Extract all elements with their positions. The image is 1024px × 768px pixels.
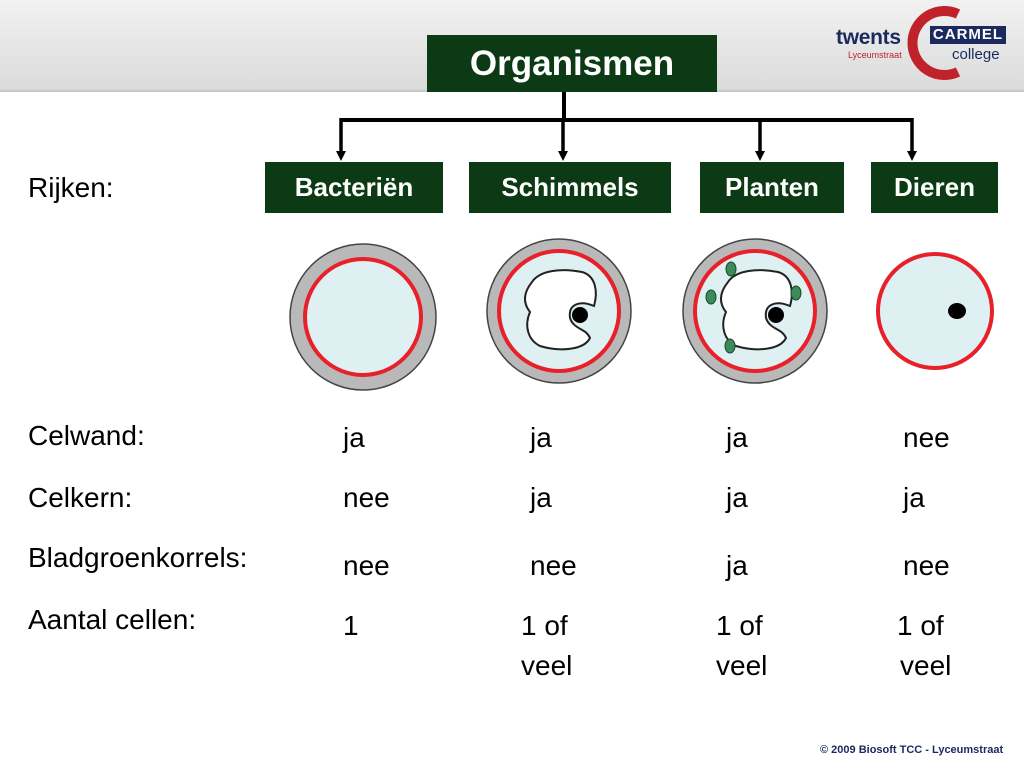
kingdom-box-bacterien: Bacteriën: [265, 162, 443, 213]
cell-fungus: [487, 239, 631, 383]
logo-word-college: college: [952, 46, 1000, 63]
row-label-kingdoms: Rijken:: [28, 172, 114, 203]
kingdom-box-schimmels: Schimmels: [469, 162, 671, 213]
kingdom-box-dieren: Dieren: [871, 162, 998, 213]
value-chloroplasts-bacterien: nee: [343, 550, 390, 581]
value-count-dieren: 1 of: [897, 610, 944, 641]
chloroplast: [706, 290, 716, 304]
cell-membrane: [878, 254, 992, 368]
logo-word-carmel: CARMEL: [930, 26, 1006, 44]
chloroplast: [791, 286, 801, 300]
value-chloroplasts-schimmels: nee: [530, 550, 577, 581]
value-nucleus-planten: ja: [726, 482, 748, 513]
footer-copyright: © 2009 Biosoft TCC - Lyceumstraat: [820, 744, 1004, 756]
nucleus: [572, 307, 588, 323]
kingdom-box-planten: Planten: [700, 162, 844, 213]
cell-bacterium: [290, 244, 436, 390]
value-nucleus-dieren: ja: [903, 482, 925, 513]
value-count-schimmels: 1 of: [521, 610, 568, 641]
value-count-planten-line2: veel: [716, 650, 768, 681]
title-box: Organismen: [427, 35, 717, 92]
nucleus: [768, 307, 784, 323]
value-nucleus-schimmels: ja: [530, 482, 552, 513]
row-label-nucleus: Celkern:: [28, 482, 133, 513]
value-chloroplasts-dieren: nee: [903, 550, 950, 581]
chloroplast: [725, 339, 735, 353]
value-cell-wall-schimmels: ja: [530, 422, 552, 453]
value-count-dieren-line2: veel: [900, 650, 952, 681]
value-cell-wall-planten: ja: [726, 422, 748, 453]
value-nucleus-bacterien: nee: [343, 482, 390, 513]
value-count-planten: 1 of: [716, 610, 763, 641]
chloroplast: [726, 262, 736, 276]
logo-subtitle: Lyceumstraat: [848, 50, 902, 60]
row-label-cell-count: Aantal cellen:: [28, 604, 197, 635]
nucleus: [948, 303, 966, 319]
value-cell-wall-dieren: nee: [903, 422, 950, 453]
value-count-schimmels-line2: veel: [521, 650, 573, 681]
value-count-bacterien: 1: [343, 610, 359, 641]
value-cell-wall-bacterien: ja: [343, 422, 365, 453]
cell-plant: [683, 239, 827, 383]
row-label-chloroplasts: Bladgroenkorrels:: [28, 542, 248, 573]
value-chloroplasts-planten: ja: [726, 550, 748, 581]
cell-animal: [878, 254, 992, 368]
cell-membrane: [305, 259, 421, 375]
row-label-cell-wall: Celwand:: [28, 420, 145, 451]
logo-word-twents: twents: [836, 26, 901, 49]
